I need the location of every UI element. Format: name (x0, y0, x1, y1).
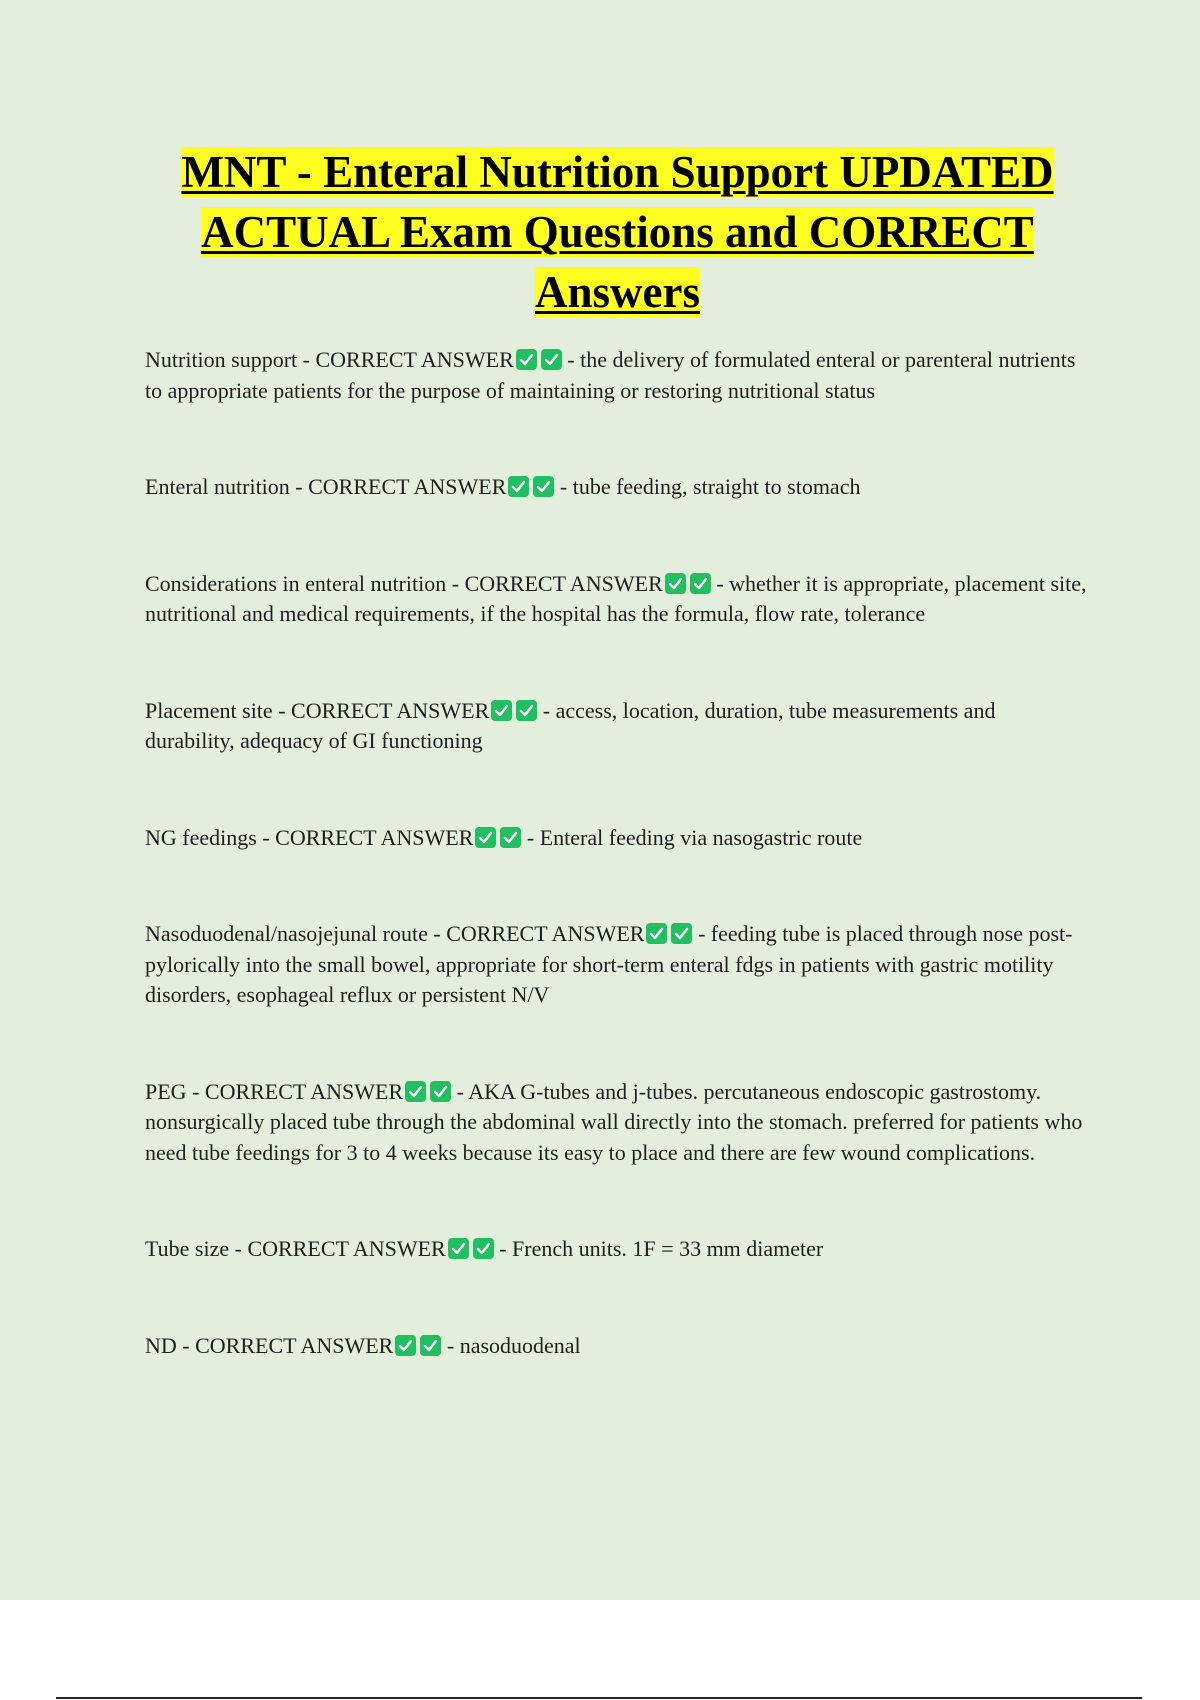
check-mark-button-icon (473, 1238, 494, 1259)
check-mark-button-icon (541, 349, 562, 370)
qa-entry (145, 1077, 1090, 1169)
entry-answer: tube feeding, straight to stomach (572, 474, 861, 499)
check-mark-button-icon (448, 1238, 469, 1259)
entry-separator: - (692, 921, 711, 946)
entry-separator: - (256, 824, 276, 850)
entry-term: Nasoduodenal/nasojejunal route (145, 921, 428, 946)
qa-entry (145, 345, 1090, 406)
entry-separator: - (297, 347, 316, 372)
check-mark-button-icon (671, 923, 692, 944)
qa-entry (145, 569, 1090, 630)
check-mark-button-icon (395, 1335, 416, 1356)
entry-answer: whether it is appropriate, placement site, nutritional and medical requirements, if the hospital has the formula, flow rate, tolerance (145, 570, 1087, 626)
entry-separator: - (229, 1236, 248, 1261)
qa-entry (145, 1234, 1090, 1265)
check-mark-button-icon (405, 1081, 426, 1102)
page-bottom-divider (56, 1697, 1142, 1699)
entry-answer: nasoduodenal (459, 1332, 581, 1358)
entry-separator: - (521, 824, 540, 850)
entry-term: Placement site (145, 697, 273, 723)
check-mark-button-icon (420, 1335, 441, 1356)
check-mark-button-icon (500, 827, 521, 848)
entry-separator: - (441, 1332, 460, 1358)
entry-answer-marker: CORRECT ANSWER (247, 1236, 446, 1261)
entry-answer-marker: CORRECT ANSWER (291, 697, 490, 723)
entry-answer-marker: CORRECT ANSWER (204, 1078, 404, 1104)
entry-term: Enteral nutrition (145, 474, 290, 499)
entry-separator: - (272, 697, 292, 723)
entry-term: Tube size (145, 1236, 230, 1261)
entry-answer: access, location, duration, tube measurements and durability, adequacy of GI functioning (145, 697, 996, 753)
entry-answer-marker: CORRECT ANSWER (275, 824, 474, 850)
qa-entry (145, 823, 1090, 854)
qa-entry (145, 1331, 1090, 1362)
entry-term: PEG (145, 1078, 187, 1104)
entry-separator: - (561, 347, 581, 372)
check-mark-button-icon (690, 573, 711, 594)
entry-term: Considerations in enteral nutrition (145, 570, 447, 596)
entry-separator: - (427, 921, 447, 946)
check-mark-button-icon (646, 923, 667, 944)
entry-answer: French units. 1F = 33 mm diameter (512, 1236, 824, 1261)
qa-entry (145, 472, 1090, 503)
check-mark-button-icon (665, 573, 686, 594)
entry-answer: Enteral feeding via nasogastric route (539, 824, 863, 850)
entry-answer-marker: CORRECT ANSWER (464, 570, 663, 596)
check-mark-button-icon (475, 827, 496, 848)
entry-answer-marker: CORRECT ANSWER (446, 921, 645, 946)
entry-separator: - (176, 1332, 196, 1358)
check-mark-button-icon (516, 349, 537, 370)
check-mark-button-icon (491, 700, 512, 721)
entry-separator: - (446, 570, 465, 596)
entry-separator: - (186, 1078, 205, 1104)
entry-term: NG feedings (145, 824, 257, 850)
entry-term: ND (145, 1332, 177, 1358)
entry-answer-marker: CORRECT ANSWER (195, 1332, 394, 1358)
document-title-text: MNT - Enteral Nutrition Support UPDATED ACTUAL Exam Questions and CORRECT Answers (181, 147, 1054, 317)
check-mark-button-icon (533, 476, 554, 497)
qa-entry (145, 696, 1090, 757)
document-title (145, 142, 1090, 322)
entry-term: Nutrition support (145, 347, 298, 372)
check-mark-button-icon (430, 1081, 451, 1102)
entry-answer: the delivery of formulated enteral or parenteral nutrients to appropriate patients for the purpose of maintaining or restoring nutritional status (145, 347, 1076, 403)
entry-answer-marker: CORRECT ANSWER (308, 474, 507, 499)
entry-separator: - (451, 1078, 469, 1104)
entry-separator: - (710, 570, 730, 596)
entry-separator: - (537, 697, 556, 723)
check-mark-button-icon (508, 476, 529, 497)
check-mark-button-icon (516, 700, 537, 721)
entry-answer: AKA G-tubes and j-tubes. percutaneous endoscopic gastrostomy. nonsurgically placed tube through the abdominal wall directly into the stomach. preferred for patients who need tube feedings for 3 to 4 weeks because its easy to place and there are few wound complications. (145, 1078, 1083, 1165)
entry-answer: feeding tube is placed through nose post-pylorically into the small bowel, appropriate for short-term enteral fdgs in patients with gastric motility disorders, esophageal reflux or persistent N/V (145, 921, 1073, 1007)
entry-separator: - (554, 474, 573, 499)
entry-separator: - (493, 1236, 513, 1261)
entry-answer-marker: CORRECT ANSWER (315, 347, 514, 372)
entry-separator: - (289, 474, 309, 499)
qa-entry (145, 919, 1090, 1011)
qa-list (145, 345, 1090, 1427)
